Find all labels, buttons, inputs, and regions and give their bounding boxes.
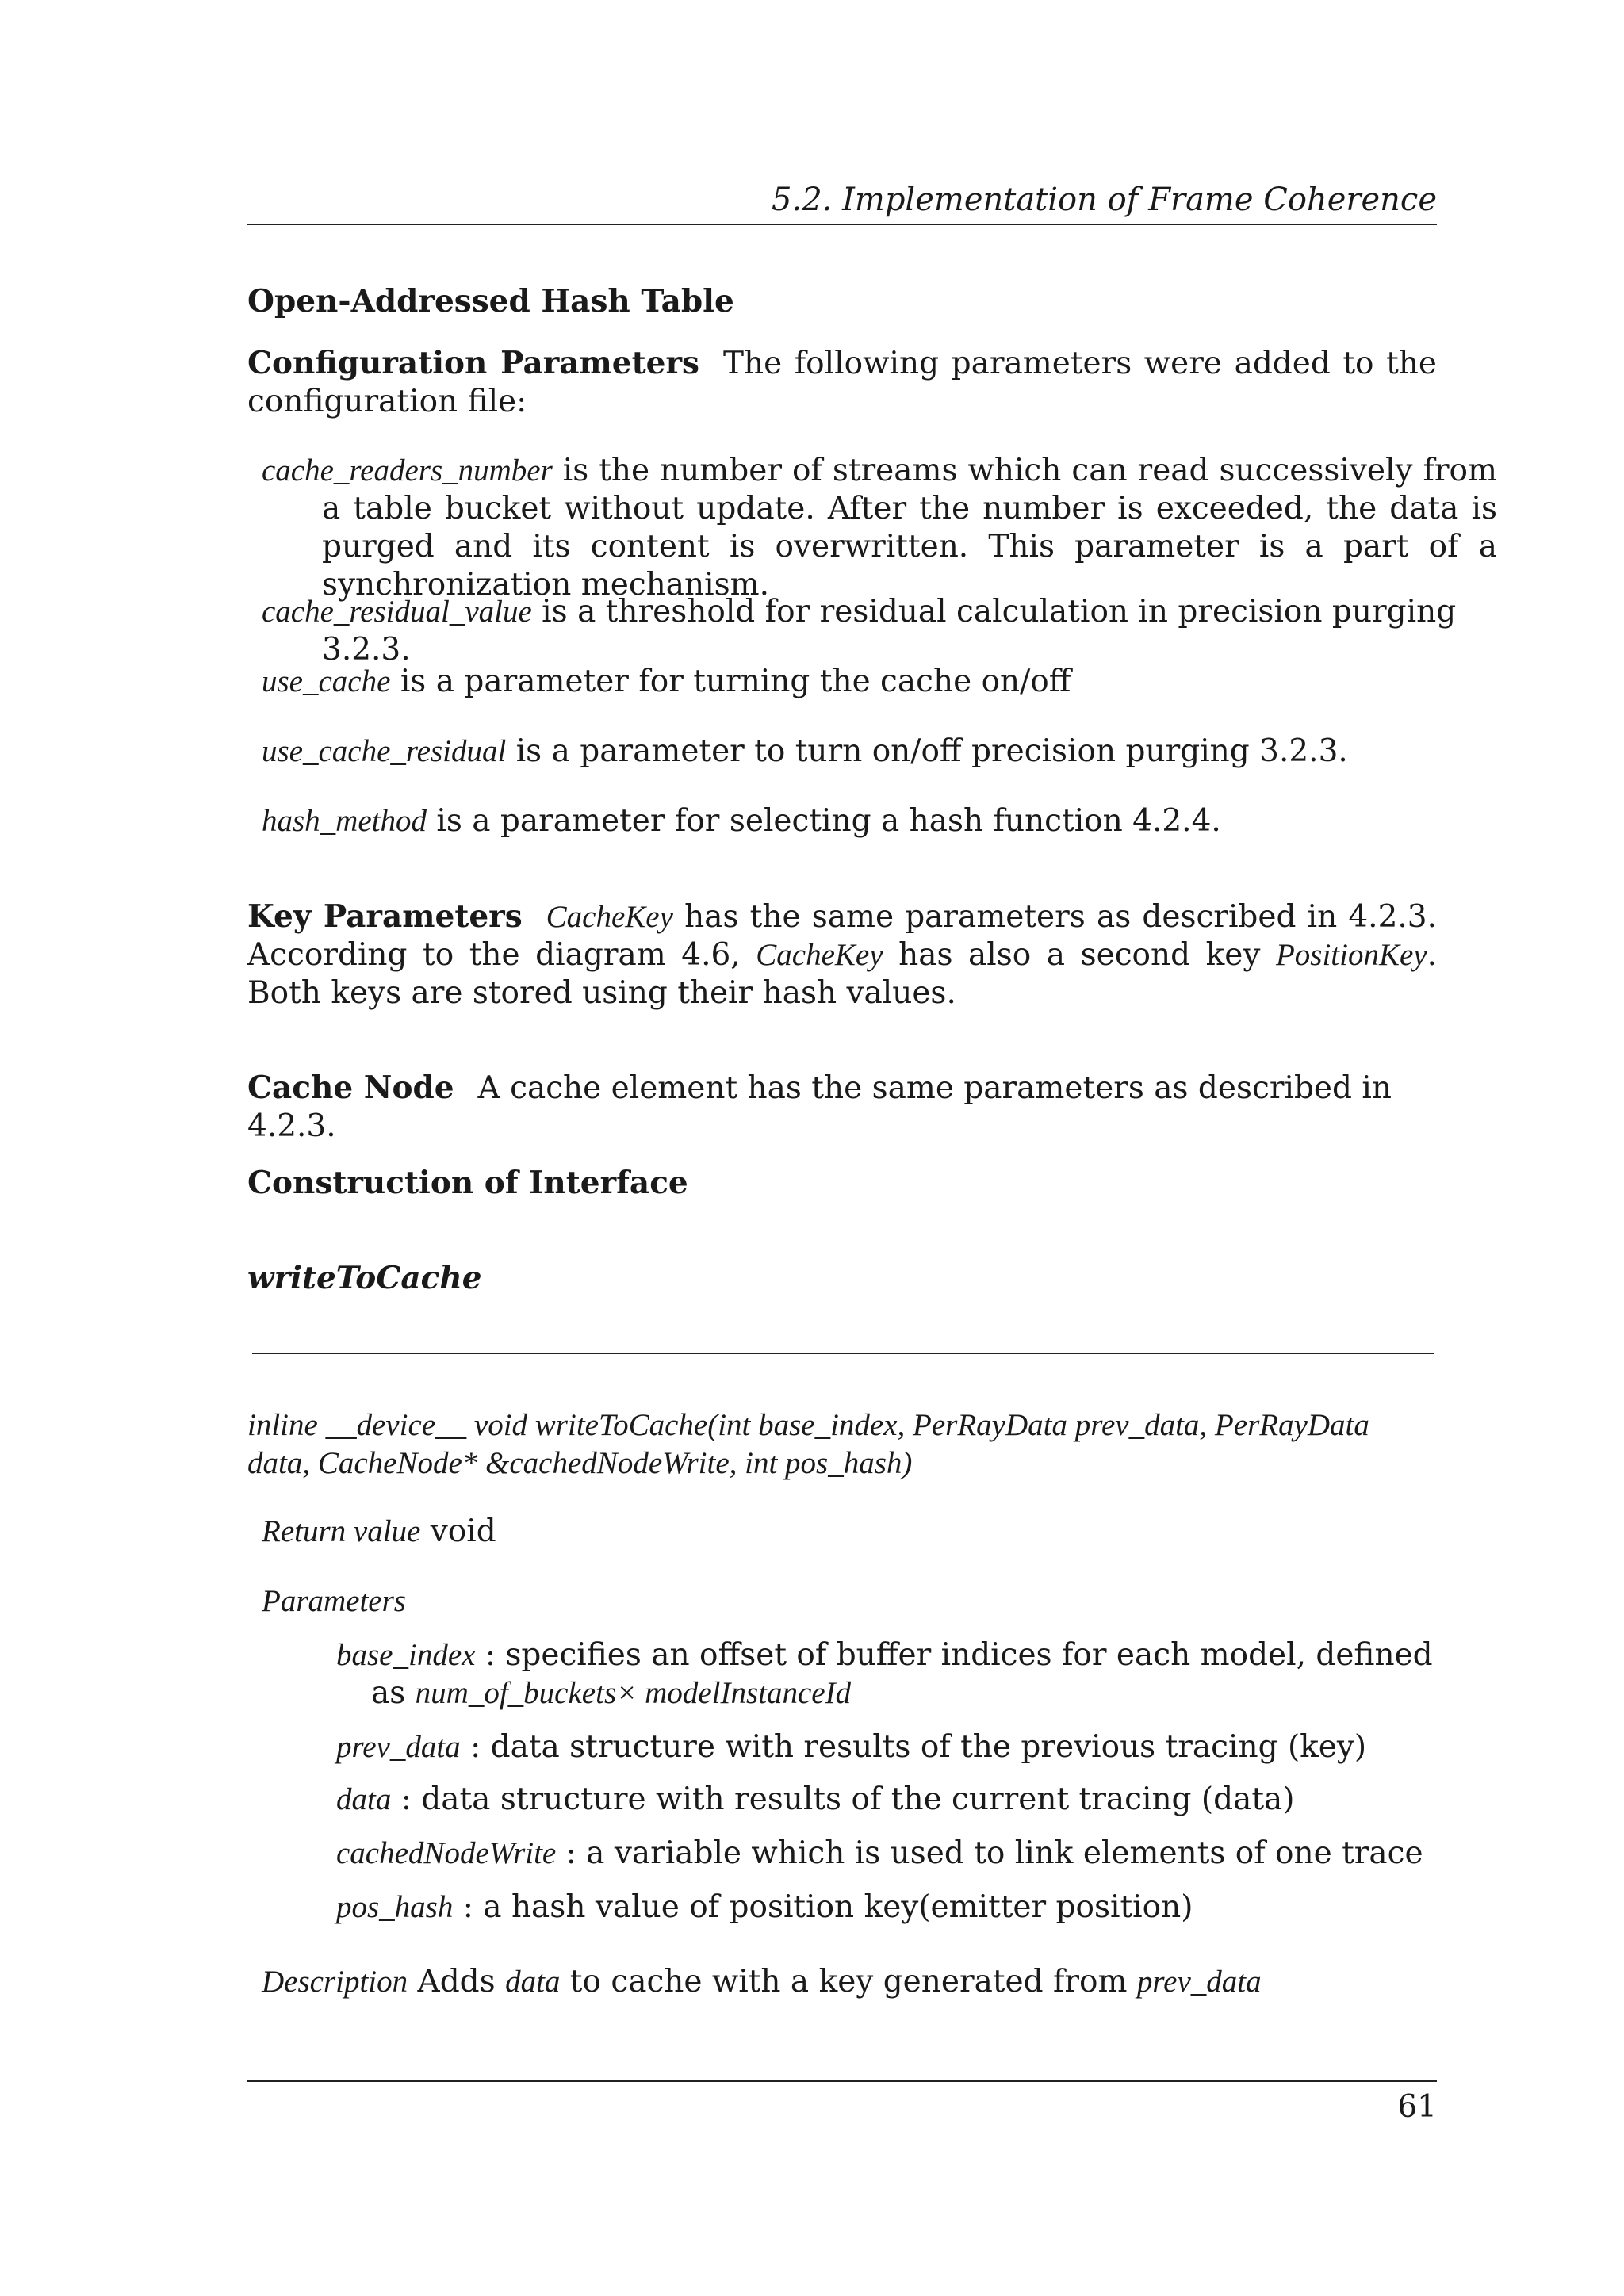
param-item [336, 1781, 1437, 1819]
param-desc: : a variable which is used to link elements of one trace [556, 1835, 1423, 1871]
param-desc: : a hash value of position key(emitter position) [453, 1889, 1193, 1925]
key-params-text: . Both keys are stored using their hash values. [247, 937, 1437, 1011]
config-item [262, 802, 1497, 840]
header-rule [247, 224, 1437, 225]
parameters-label: Parameters [262, 1584, 406, 1618]
return-value [262, 1513, 1437, 1551]
position-key-term: PositionKey [1275, 938, 1427, 972]
description-text: Adds [408, 1964, 506, 1999]
config-paragraph [247, 344, 1437, 421]
return-type: void [420, 1513, 496, 1549]
cache-node-heading: Cache Node [247, 1070, 454, 1106]
param-name: use_cache [262, 664, 391, 698]
function-rule [252, 1353, 1434, 1354]
param-name: use_cache_residual [262, 734, 507, 768]
param-desc: : data structure with results of the previous tracing (key) [460, 1729, 1367, 1765]
param-name: data [336, 1782, 392, 1816]
cache-key-term: CacheKey [546, 900, 673, 934]
param-item [336, 1888, 1437, 1927]
function-signature: inline __device__ void writeToCache(int base_index, PerRayData prev_data, PerRayData data, CacheNode* &cachedNodeWrite, int pos_hash) [247, 1408, 1369, 1480]
cache-node-text: A cache element has the same parameters as described in 4.2.3. [247, 1070, 1392, 1144]
key-params-text: has the same parameters as described in 4.2.3. According to the diagram 4.6, [247, 899, 1437, 973]
page [247, 0, 1497, 2296]
description-term: prev_data [1136, 1965, 1262, 1999]
function-title: writeToCache [247, 1260, 482, 1296]
footer-rule [247, 2080, 1437, 2082]
cache-node-paragraph [247, 1069, 1437, 1146]
param-name: cache_residual_value [262, 595, 532, 629]
param-desc: : data structure with results of the current tracing (data) [391, 1781, 1295, 1817]
section-title: Open-Addressed Hash Table [247, 283, 734, 320]
key-params-paragraph [247, 897, 1437, 1012]
cache-key-term: CacheKey [756, 938, 883, 972]
param-name: cache_readers_number [262, 453, 553, 488]
param-name: base_index [336, 1638, 476, 1672]
param-name: pos_hash [336, 1890, 454, 1924]
param-item [336, 1835, 1437, 1873]
param-name: hash_method [262, 804, 427, 838]
param-name: prev_data [336, 1730, 461, 1764]
key-params-text: has also a second key [883, 937, 1276, 973]
construction-title: Construction of Interface [247, 1165, 688, 1201]
param-name: cachedNodeWrite [336, 1836, 557, 1870]
description [262, 1963, 1437, 2001]
param-item [336, 1728, 1437, 1766]
param-text: is the number of streams which can read successively from a table bucket without update. After the number is exceeded, the data is purged and its content is overwritten. This parameter is a part of a synchronization mechanism. [322, 453, 1497, 603]
param-text: is a threshold for residual calculation in precision purging 3.2.3. [322, 594, 1457, 668]
description-term: data [505, 1965, 561, 1999]
return-label: Return value [262, 1514, 421, 1548]
param-text: is a parameter to turn on/off precision purging 3.2.3. [506, 733, 1348, 769]
config-intro: The following parameters were added to the configuration file: [247, 346, 1437, 419]
param-desc: : specifies an offset of buffer indices for each model, defined as [371, 1637, 1433, 1711]
config-item [262, 733, 1497, 771]
key-params-heading: Key Parameters [247, 898, 523, 935]
config-item [262, 452, 1497, 604]
description-text: to cache with a key generated from [560, 1964, 1137, 1999]
description-label: Description [262, 1965, 408, 1999]
param-extra: num_of_buckets× modelInstanceId [415, 1676, 852, 1710]
param-item [336, 1636, 1472, 1712]
config-item [262, 663, 1497, 701]
param-text: is a parameter for turning the cache on/off [390, 664, 1071, 699]
param-text: is a parameter for selecting a hash function 4.2.4. [427, 803, 1221, 839]
running-head: 5.2. Implementation of Frame Coherence [772, 182, 1437, 218]
config-item [262, 593, 1497, 669]
config-heading: Configuration Parameters [247, 345, 699, 381]
page-number: 61 [1397, 2089, 1437, 2125]
